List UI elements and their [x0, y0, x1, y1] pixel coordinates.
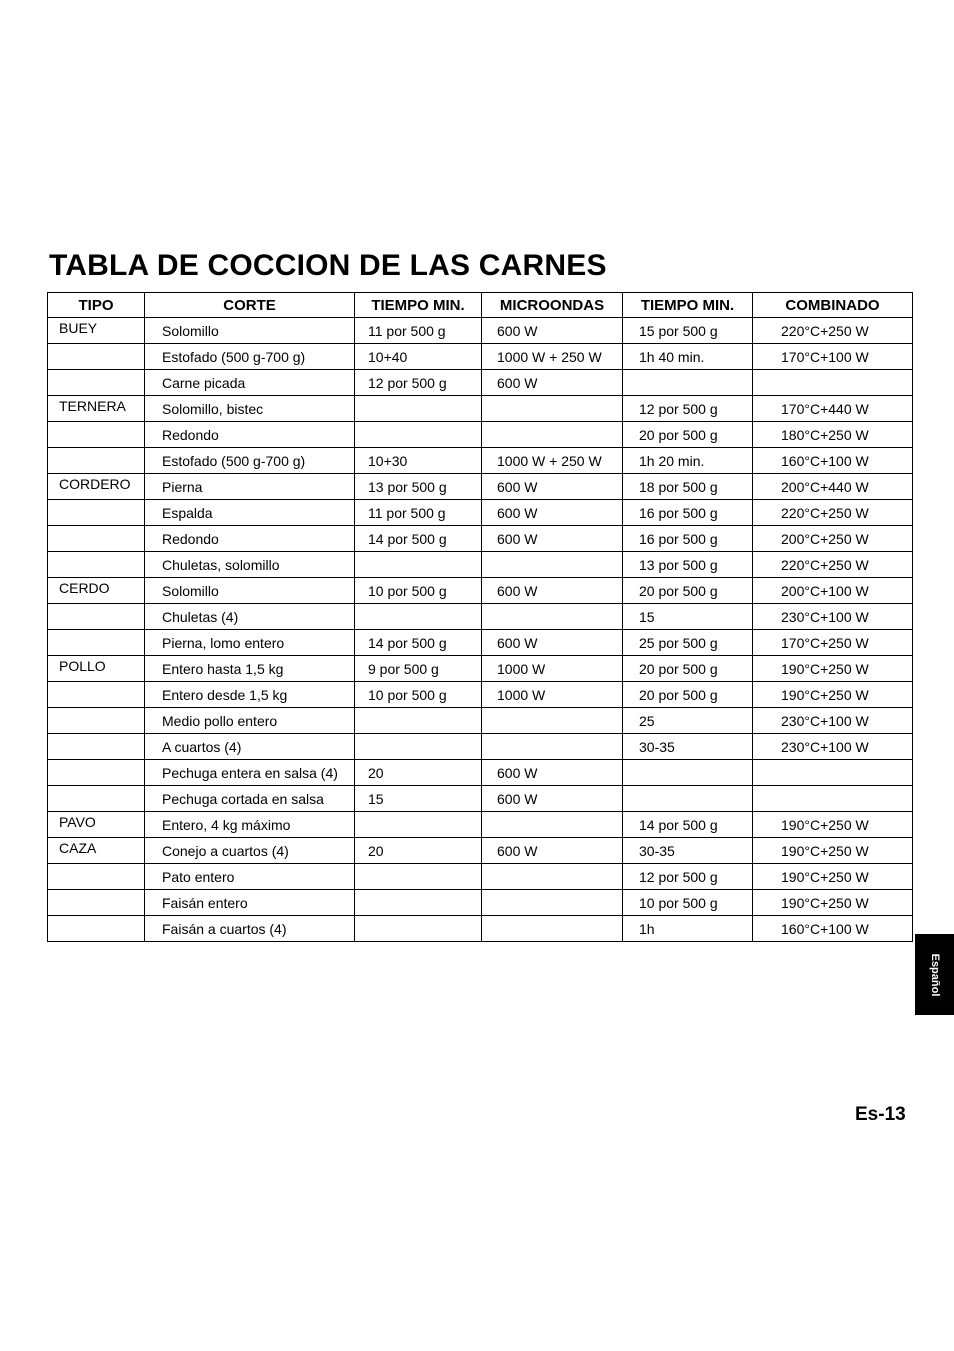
cell-combinado: 170°C+250 W: [753, 630, 913, 656]
cell-tipo: [48, 500, 145, 526]
cell-corte: Faisán entero: [145, 890, 355, 916]
cell-microondas: 600 W: [482, 760, 623, 786]
cell-corte: Pato entero: [145, 864, 355, 890]
cell-tiempo-combinado: [623, 370, 753, 396]
cell-tiempo-microondas: 12 por 500 g: [355, 370, 482, 396]
cell-tiempo-combinado: [623, 786, 753, 812]
cell-combinado: 220°C+250 W: [753, 500, 913, 526]
cell-tiempo-combinado: 30-35: [623, 734, 753, 760]
cell-tipo: [48, 760, 145, 786]
cell-combinado: 170°C+440 W: [753, 396, 913, 422]
cell-combinado: 220°C+250 W: [753, 318, 913, 344]
cell-combinado: 180°C+250 W: [753, 422, 913, 448]
header-tipo: TIPO: [48, 293, 145, 318]
cell-combinado: [753, 786, 913, 812]
cell-tipo: [48, 552, 145, 578]
table-row: [48, 500, 913, 526]
cell-tiempo-combinado: 13 por 500 g: [623, 552, 753, 578]
header-combinado: COMBINADO: [753, 293, 913, 318]
table-row: [48, 890, 913, 916]
cell-microondas: [482, 864, 623, 890]
cell-tiempo-combinado: 16 por 500 g: [623, 526, 753, 552]
table-row: [48, 812, 913, 838]
cell-tipo: [48, 734, 145, 760]
table-row: [48, 838, 913, 864]
cell-tiempo-combinado: 1h 40 min.: [623, 344, 753, 370]
table-row: [48, 396, 913, 422]
table-row: [48, 630, 913, 656]
cell-tipo: [48, 786, 145, 812]
cell-tiempo-microondas: 11 por 500 g: [355, 318, 482, 344]
cell-corte: Chuletas, solomillo: [145, 552, 355, 578]
table-row: [48, 578, 913, 604]
cell-tiempo-microondas: 10+30: [355, 448, 482, 474]
cell-tiempo-combinado: 15: [623, 604, 753, 630]
cell-combinado: 220°C+250 W: [753, 552, 913, 578]
cell-combinado: 190°C+250 W: [753, 864, 913, 890]
cell-tiempo-microondas: [355, 864, 482, 890]
cell-tiempo-combinado: 15 por 500 g: [623, 318, 753, 344]
cell-tipo: [48, 708, 145, 734]
cell-microondas: 600 W: [482, 474, 623, 500]
cell-tiempo-combinado: 25: [623, 708, 753, 734]
table-row: [48, 864, 913, 890]
table-row: [48, 448, 913, 474]
cell-tiempo-combinado: 30-35: [623, 838, 753, 864]
table-row: [48, 604, 913, 630]
table-row: [48, 656, 913, 682]
cell-corte: Estofado (500 g-700 g): [145, 344, 355, 370]
cell-tiempo-combinado: 20 por 500 g: [623, 656, 753, 682]
cell-tiempo-microondas: [355, 552, 482, 578]
cell-tipo: [48, 422, 145, 448]
table-row: [48, 708, 913, 734]
cell-tiempo-microondas: 14 por 500 g: [355, 526, 482, 552]
cell-tipo: CERDO: [48, 578, 145, 604]
cell-combinado: 200°C+440 W: [753, 474, 913, 500]
table-row: [48, 344, 913, 370]
cell-tiempo-combinado: 25 por 500 g: [623, 630, 753, 656]
table-row: [48, 526, 913, 552]
page-title: TABLA DE COCCION DE LAS CARNES: [49, 249, 607, 282]
cell-microondas: 600 W: [482, 630, 623, 656]
cell-tiempo-combinado: [623, 760, 753, 786]
cell-tipo: [48, 370, 145, 396]
cell-microondas: [482, 396, 623, 422]
table-row: [48, 318, 913, 344]
cell-microondas: [482, 890, 623, 916]
cell-tiempo-microondas: 11 por 500 g: [355, 500, 482, 526]
cell-tiempo-microondas: [355, 396, 482, 422]
cell-combinado: 170°C+100 W: [753, 344, 913, 370]
header-tiempo-min-microondas: TIEMPO MIN.: [355, 293, 482, 318]
cell-corte: Pechuga entera en salsa (4): [145, 760, 355, 786]
cell-corte: Solomillo: [145, 578, 355, 604]
cell-microondas: 600 W: [482, 786, 623, 812]
cell-tipo: CAZA: [48, 838, 145, 864]
table-row: [48, 422, 913, 448]
cell-microondas: 1000 W + 250 W: [482, 448, 623, 474]
cell-tipo: [48, 916, 145, 942]
cell-corte: Faisán a cuartos (4): [145, 916, 355, 942]
header-corte: CORTE: [145, 293, 355, 318]
cell-tiempo-microondas: 13 por 500 g: [355, 474, 482, 500]
cell-tiempo-microondas: [355, 734, 482, 760]
cell-tiempo-microondas: [355, 422, 482, 448]
cell-tiempo-microondas: [355, 890, 482, 916]
table-row: [48, 370, 913, 396]
cell-tiempo-microondas: 10 por 500 g: [355, 578, 482, 604]
cell-tiempo-combinado: 12 por 500 g: [623, 864, 753, 890]
cell-corte: Chuletas (4): [145, 604, 355, 630]
cell-corte: Estofado (500 g-700 g): [145, 448, 355, 474]
cell-microondas: [482, 604, 623, 630]
cell-tiempo-microondas: 10 por 500 g: [355, 682, 482, 708]
cell-tipo: BUEY: [48, 318, 145, 344]
cell-tiempo-microondas: [355, 916, 482, 942]
table-body: [48, 318, 913, 942]
cell-tipo: [48, 344, 145, 370]
header-microondas: MICROONDAS: [482, 293, 623, 318]
table-row: [48, 916, 913, 942]
cell-tiempo-combinado: 20 por 500 g: [623, 422, 753, 448]
cell-combinado: 190°C+250 W: [753, 812, 913, 838]
cell-tiempo-microondas: 15: [355, 786, 482, 812]
cell-combinado: [753, 370, 913, 396]
table-row: [48, 734, 913, 760]
cell-combinado: 190°C+250 W: [753, 838, 913, 864]
cell-tipo: [48, 604, 145, 630]
cell-microondas: 600 W: [482, 318, 623, 344]
cell-microondas: 600 W: [482, 578, 623, 604]
table-row: [48, 682, 913, 708]
cell-tiempo-microondas: 20: [355, 760, 482, 786]
cell-tiempo-combinado: 10 por 500 g: [623, 890, 753, 916]
cell-tiempo-combinado: 1h: [623, 916, 753, 942]
header-tiempo-min-combinado: TIEMPO MIN.: [623, 293, 753, 318]
cell-tiempo-microondas: [355, 604, 482, 630]
cell-corte: A cuartos (4): [145, 734, 355, 760]
cell-tiempo-microondas: 10+40: [355, 344, 482, 370]
cell-microondas: [482, 734, 623, 760]
table-header-row: [48, 293, 913, 318]
cell-tipo: [48, 448, 145, 474]
cell-combinado: 200°C+250 W: [753, 526, 913, 552]
cell-tipo: [48, 682, 145, 708]
cell-tipo: [48, 890, 145, 916]
cell-microondas: 600 W: [482, 526, 623, 552]
cell-tiempo-combinado: 14 por 500 g: [623, 812, 753, 838]
cell-corte: Pechuga cortada en salsa: [145, 786, 355, 812]
cell-corte: Entero desde 1,5 kg: [145, 682, 355, 708]
cell-microondas: 1000 W + 250 W: [482, 344, 623, 370]
cell-microondas: 600 W: [482, 500, 623, 526]
cell-combinado: [753, 760, 913, 786]
cell-microondas: [482, 916, 623, 942]
cell-combinado: 230°C+100 W: [753, 734, 913, 760]
cell-microondas: [482, 422, 623, 448]
table-row: [48, 474, 913, 500]
cell-corte: Espalda: [145, 500, 355, 526]
cell-combinado: 160°C+100 W: [753, 916, 913, 942]
cell-corte: Redondo: [145, 422, 355, 448]
cell-tiempo-combinado: 18 por 500 g: [623, 474, 753, 500]
cell-microondas: [482, 812, 623, 838]
cell-tipo: PAVO: [48, 812, 145, 838]
table-row: [48, 760, 913, 786]
cell-microondas: [482, 552, 623, 578]
table-row: [48, 786, 913, 812]
cell-tiempo-microondas: [355, 812, 482, 838]
cell-corte: Medio pollo entero: [145, 708, 355, 734]
cell-tiempo-combinado: 20 por 500 g: [623, 578, 753, 604]
cell-corte: Redondo: [145, 526, 355, 552]
cell-tipo: [48, 526, 145, 552]
cell-corte: Entero hasta 1,5 kg: [145, 656, 355, 682]
cell-tipo: TERNERA: [48, 396, 145, 422]
cell-tipo: [48, 630, 145, 656]
cell-corte: Solomillo: [145, 318, 355, 344]
meat-cooking-table: [47, 292, 913, 942]
cell-microondas: [482, 708, 623, 734]
cell-tiempo-microondas: [355, 708, 482, 734]
cell-tiempo-combinado: 1h 20 min.: [623, 448, 753, 474]
cell-microondas: 1000 W: [482, 682, 623, 708]
cell-corte: Carne picada: [145, 370, 355, 396]
cell-corte: Pierna: [145, 474, 355, 500]
table-row: [48, 552, 913, 578]
cell-combinado: 190°C+250 W: [753, 890, 913, 916]
cell-tiempo-combinado: 12 por 500 g: [623, 396, 753, 422]
cell-tiempo-combinado: 20 por 500 g: [623, 682, 753, 708]
cell-combinado: 190°C+250 W: [753, 682, 913, 708]
cell-tiempo-microondas: 20: [355, 838, 482, 864]
cell-tipo: [48, 864, 145, 890]
cell-microondas: 600 W: [482, 838, 623, 864]
cell-microondas: 600 W: [482, 370, 623, 396]
language-tab: [915, 934, 954, 1015]
language-tab-label: Español: [928, 953, 941, 996]
cell-microondas: 1000 W: [482, 656, 623, 682]
page-number: Es-13: [855, 1104, 906, 1125]
cell-combinado: 160°C+100 W: [753, 448, 913, 474]
cell-combinado: 200°C+100 W: [753, 578, 913, 604]
cell-tipo: POLLO: [48, 656, 145, 682]
cell-corte: Conejo a cuartos (4): [145, 838, 355, 864]
cell-combinado: 230°C+100 W: [753, 708, 913, 734]
cell-combinado: 230°C+100 W: [753, 604, 913, 630]
cell-tipo: CORDERO: [48, 474, 145, 500]
cell-tiempo-combinado: 16 por 500 g: [623, 500, 753, 526]
cell-corte: Entero, 4 kg máximo: [145, 812, 355, 838]
cell-combinado: 190°C+250 W: [753, 656, 913, 682]
cell-corte: Solomillo, bistec: [145, 396, 355, 422]
cell-tiempo-microondas: 9 por 500 g: [355, 656, 482, 682]
cell-corte: Pierna, lomo entero: [145, 630, 355, 656]
cell-tiempo-microondas: 14 por 500 g: [355, 630, 482, 656]
